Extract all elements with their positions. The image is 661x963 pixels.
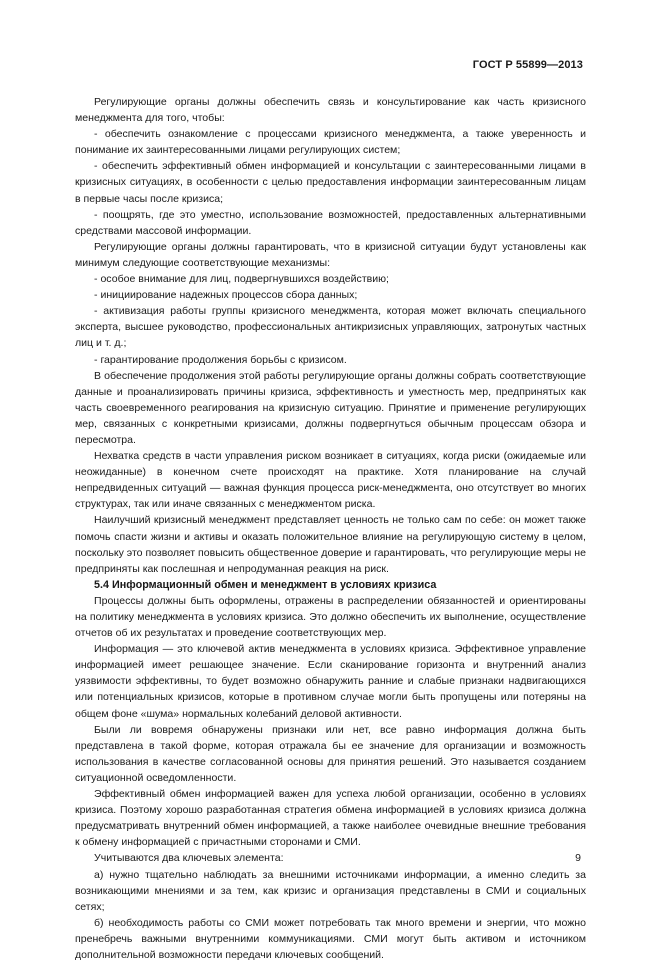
paragraph: Регулирующие органы должны гарантировать, что в кризисной ситуации будут установлены как минимум следующие соответствующие механизмы: — [75, 240, 586, 269]
list-item: - обеспечить ознакомление с процессами кризисного менеджмента, а также уверенность и понимание их заинтересованными лицами регулирующих систем; — [75, 128, 586, 157]
paragraph: Были ли вовремя обнаружены признаки или нет, все равно информация должна быть представлена в такой форме, которая отражала бы ее значение для организации и возможность использования в качестве согласованной основы для принятия решений. Это называется созданием ситуационной осведомленности. — [75, 723, 586, 784]
list-item: - обеспечить эффективный обмен информацией и консультации с заинтересованными лицами в кризисных ситуациях, в особенности с целью предоставления информации заинтересованным лицам в первые часы после кризиса; — [75, 160, 586, 205]
list-item: б) необходимость работы со СМИ может потребовать так много времени и энергии, что можно пренебречь важными внутренними коммуникациями. СМИ могут быть активом и источником дополнительной возможности передачи ключевых сообщений. — [75, 916, 586, 961]
list-item: - инициирование надежных процессов сбора данных; — [94, 289, 358, 302]
paragraph: Регулирующие органы должны обеспечить связь и консультирование как часть кризисного менеджмента для того, чтобы: — [75, 96, 586, 125]
section-heading: 5.4 Информационный обмен и менеджмент в условиях кризиса — [94, 578, 437, 591]
paragraph: Наилучший кризисный менеджмент представляет ценность не только сам по себе: он может также помочь спасти жизни и активы и оказать положительное влияние на регулирующую систему в целом, поскольку это позволяет повысить общественное доверие и гарантировать, что регулирующие меры не предприняты как послешная и непродуманная реакция на риск. — [75, 514, 586, 575]
paragraph: Нехватка средств в части управления риском возникает в ситуациях, когда риски (ожидаемые или неожиданные) в конечном счете происходят на практике. Хотя планирование на случай непредвиденных ситуаций — важная функция процесса риск-менеджмента, оно отсутствует во многих структурах, так или иначе связанных с менеджментом риска. — [75, 450, 586, 511]
list-item: - поощрять, где это уместно, использование возможностей, предоставленных альтернативными средствами массовой информации. — [75, 208, 586, 237]
list-item: - гарантирование продолжения борьбы с кризисом. — [94, 353, 347, 366]
paragraph: Эффективный обмен информацией важен для успеха любой организации, особенно в условиях кризиса. Поэтому хорошо разработанная стратегия обмена информацией в условиях кризиса должна предусматривать внутренний обмен информацией, а также наиболее очевидные внешние требования к обмену информацией с причастными сторонами и СМИ. — [75, 788, 586, 849]
document-body — [75, 94, 586, 963]
paragraph: Информация — это ключевой актив менеджмента в условиях кризиса. Эффективное управление информацией имеет решающее значение. Если сканирование горизонта и внутренний анализ уязвимости эффективны, то будет возможно обнаружить ранние и слабые признаки надвигающихся или потенциальных кризисов, которые в противном случае могли быть пропущены или потеряны на общем фоне «шума» нормальных колебаний деловой активности. — [75, 643, 586, 720]
paragraph: В обеспечение продолжения этой работы регулирующие органы должны собрать соответствующие данные и проанализировать причины кризиса, эффективность и уместность мер, предпринятых как часть своевременного реагирования на кризисную ситуацию. Принятие и применение регулирующих мер, связанных с конкретными кризисами, должны подвергнуться обычным процессам обзора и пересмотра. — [75, 369, 586, 446]
paragraph: Процессы должны быть оформлены, отражены в распределении обязанностей и ориентированы на политику менеджмента в условиях кризиса. Это должно обеспечить их выполнение, осуществление отчетов об их результатах и проведение соответствующих мер. — [75, 594, 586, 640]
page-number: 9 — [575, 852, 581, 864]
document-header-standard-id: ГОСТ Р 55899—2013 — [472, 59, 583, 71]
list-item: - активизация работы группы кризисного менеджмента, которая может включать специального эксперта, высшее руководство, профессиональных антикризисных управляющих, затронутых частных лиц и т. д.; — [75, 305, 586, 350]
paragraph: Учитываются два ключевых элемента: — [94, 852, 284, 865]
list-item: - особое внимание для лиц, подвергнувшихся воздействию; — [94, 273, 389, 286]
list-item: а) нужно тщательно наблюдать за внешними источниками информации, а именно следить за возникающими мнениями и за тем, как кризис и организация представлены в СМИ и социальных сетях; — [75, 868, 586, 913]
